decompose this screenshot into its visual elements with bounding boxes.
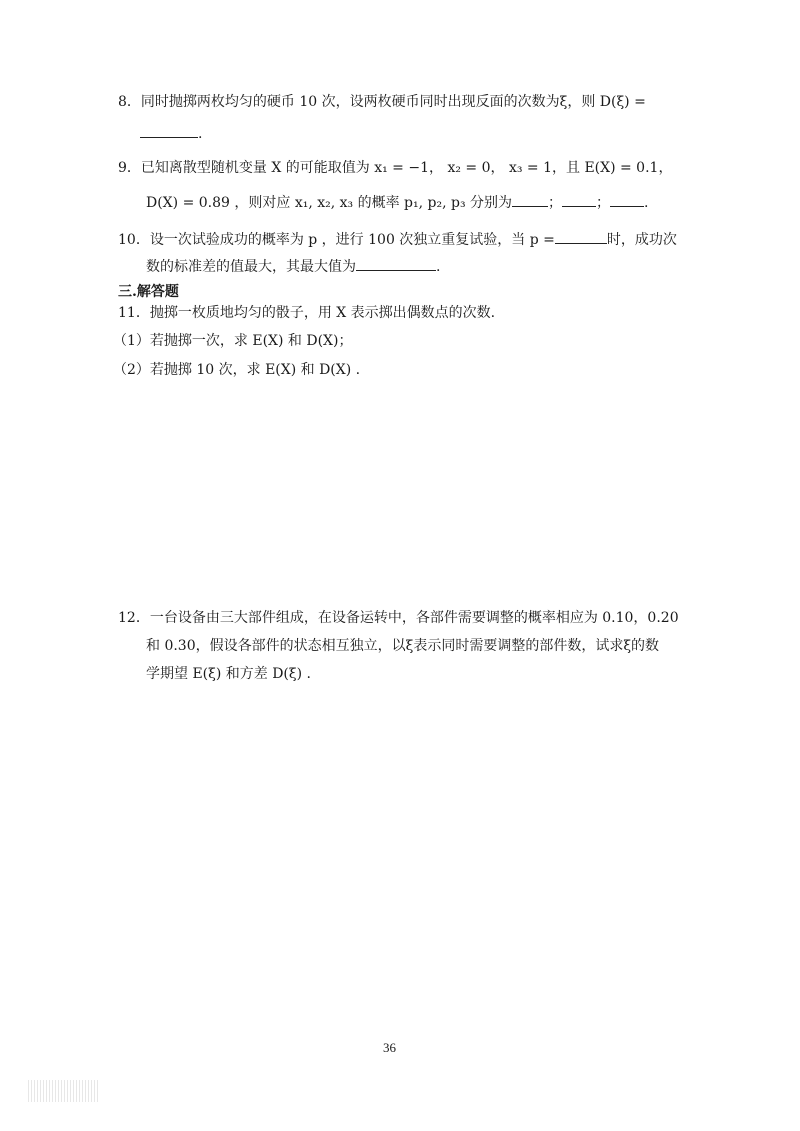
punctuation: .: [198, 126, 203, 142]
question-11-stem: [118, 303, 495, 323]
question-8-line-2: [140, 123, 202, 144]
question-12-line-3: [146, 664, 311, 684]
question-10-text: 10．设一次试验成功的概率为 p ，进行 100 次独立重复试验，当 p =: [118, 232, 555, 248]
question-10-line-1: [118, 229, 677, 250]
question-11-part-1-text: （1）若抛掷一次，求 E(X) 和 D(X)；: [113, 333, 353, 349]
section-title: [118, 282, 179, 302]
question-9-line-1: [118, 158, 672, 178]
separator: ；: [548, 195, 563, 211]
question-10-line-2: [146, 256, 440, 277]
separator: ；: [596, 195, 611, 211]
scan-artifact: [28, 1080, 98, 1102]
question-9-line-2: [146, 192, 648, 213]
question-8-line-1: [118, 92, 646, 112]
question-11-part-2-text: （2）若抛掷 10 次，求 E(X) 和 D(X) .: [113, 362, 361, 378]
question-11-text: 11．抛掷一枚质地均匀的骰子，用 X 表示掷出偶数点的次数.: [118, 305, 496, 321]
question-12-text-1: 12．一台设备由三大部件组成，在设备运转中，各部件需要调整的概率相应为 0.10，0.20: [118, 610, 679, 626]
punctuation: .: [644, 195, 649, 211]
question-11-part-1: [113, 331, 352, 351]
answer-blank-p[interactable]: [555, 229, 607, 244]
question-9-text: 9．已知离散型随机变量 X 的可能取值为 x₁ = −1， x₂ = 0， x₃ = 1，且 E(X) = 0.1，: [118, 160, 673, 176]
answer-blank-p3[interactable]: [610, 192, 644, 207]
question-12-text-3: 学期望 E(ξ) 和方差 D(ξ) .: [146, 666, 311, 682]
question-9-text-2: D(X) = 0.89 ，则对应 x₁, x₂, x₃ 的概率 p₁, p₂, p₃ 分别为: [146, 195, 513, 211]
question-10-text-end: 时，成功次: [606, 232, 677, 248]
question-8-text: 8．同时抛掷两枚均匀的硬币 10 次，设两枚硬币同时出现反面的次数为ξ，则 D(ξ) =: [118, 94, 646, 110]
answer-blank-max[interactable]: [356, 256, 436, 271]
page-number: 36: [383, 1040, 396, 1055]
section-title-text: 三.解答题: [118, 284, 179, 300]
question-10-text-2: 数的标准差的值最大，其最大值为: [146, 259, 356, 275]
answer-blank-p1[interactable]: [512, 192, 548, 207]
question-11-part-2: [113, 360, 360, 380]
punctuation: .: [436, 259, 441, 275]
question-12-line-2: [146, 636, 659, 656]
answer-blank-p2[interactable]: [562, 192, 596, 207]
question-12-text-2: 和 0.30，假设各部件的状态相互独立，以ξ表示同时需要调整的部件数，试求ξ的数: [146, 638, 660, 654]
answer-blank[interactable]: [140, 123, 198, 138]
question-12-line-1: [118, 608, 679, 628]
